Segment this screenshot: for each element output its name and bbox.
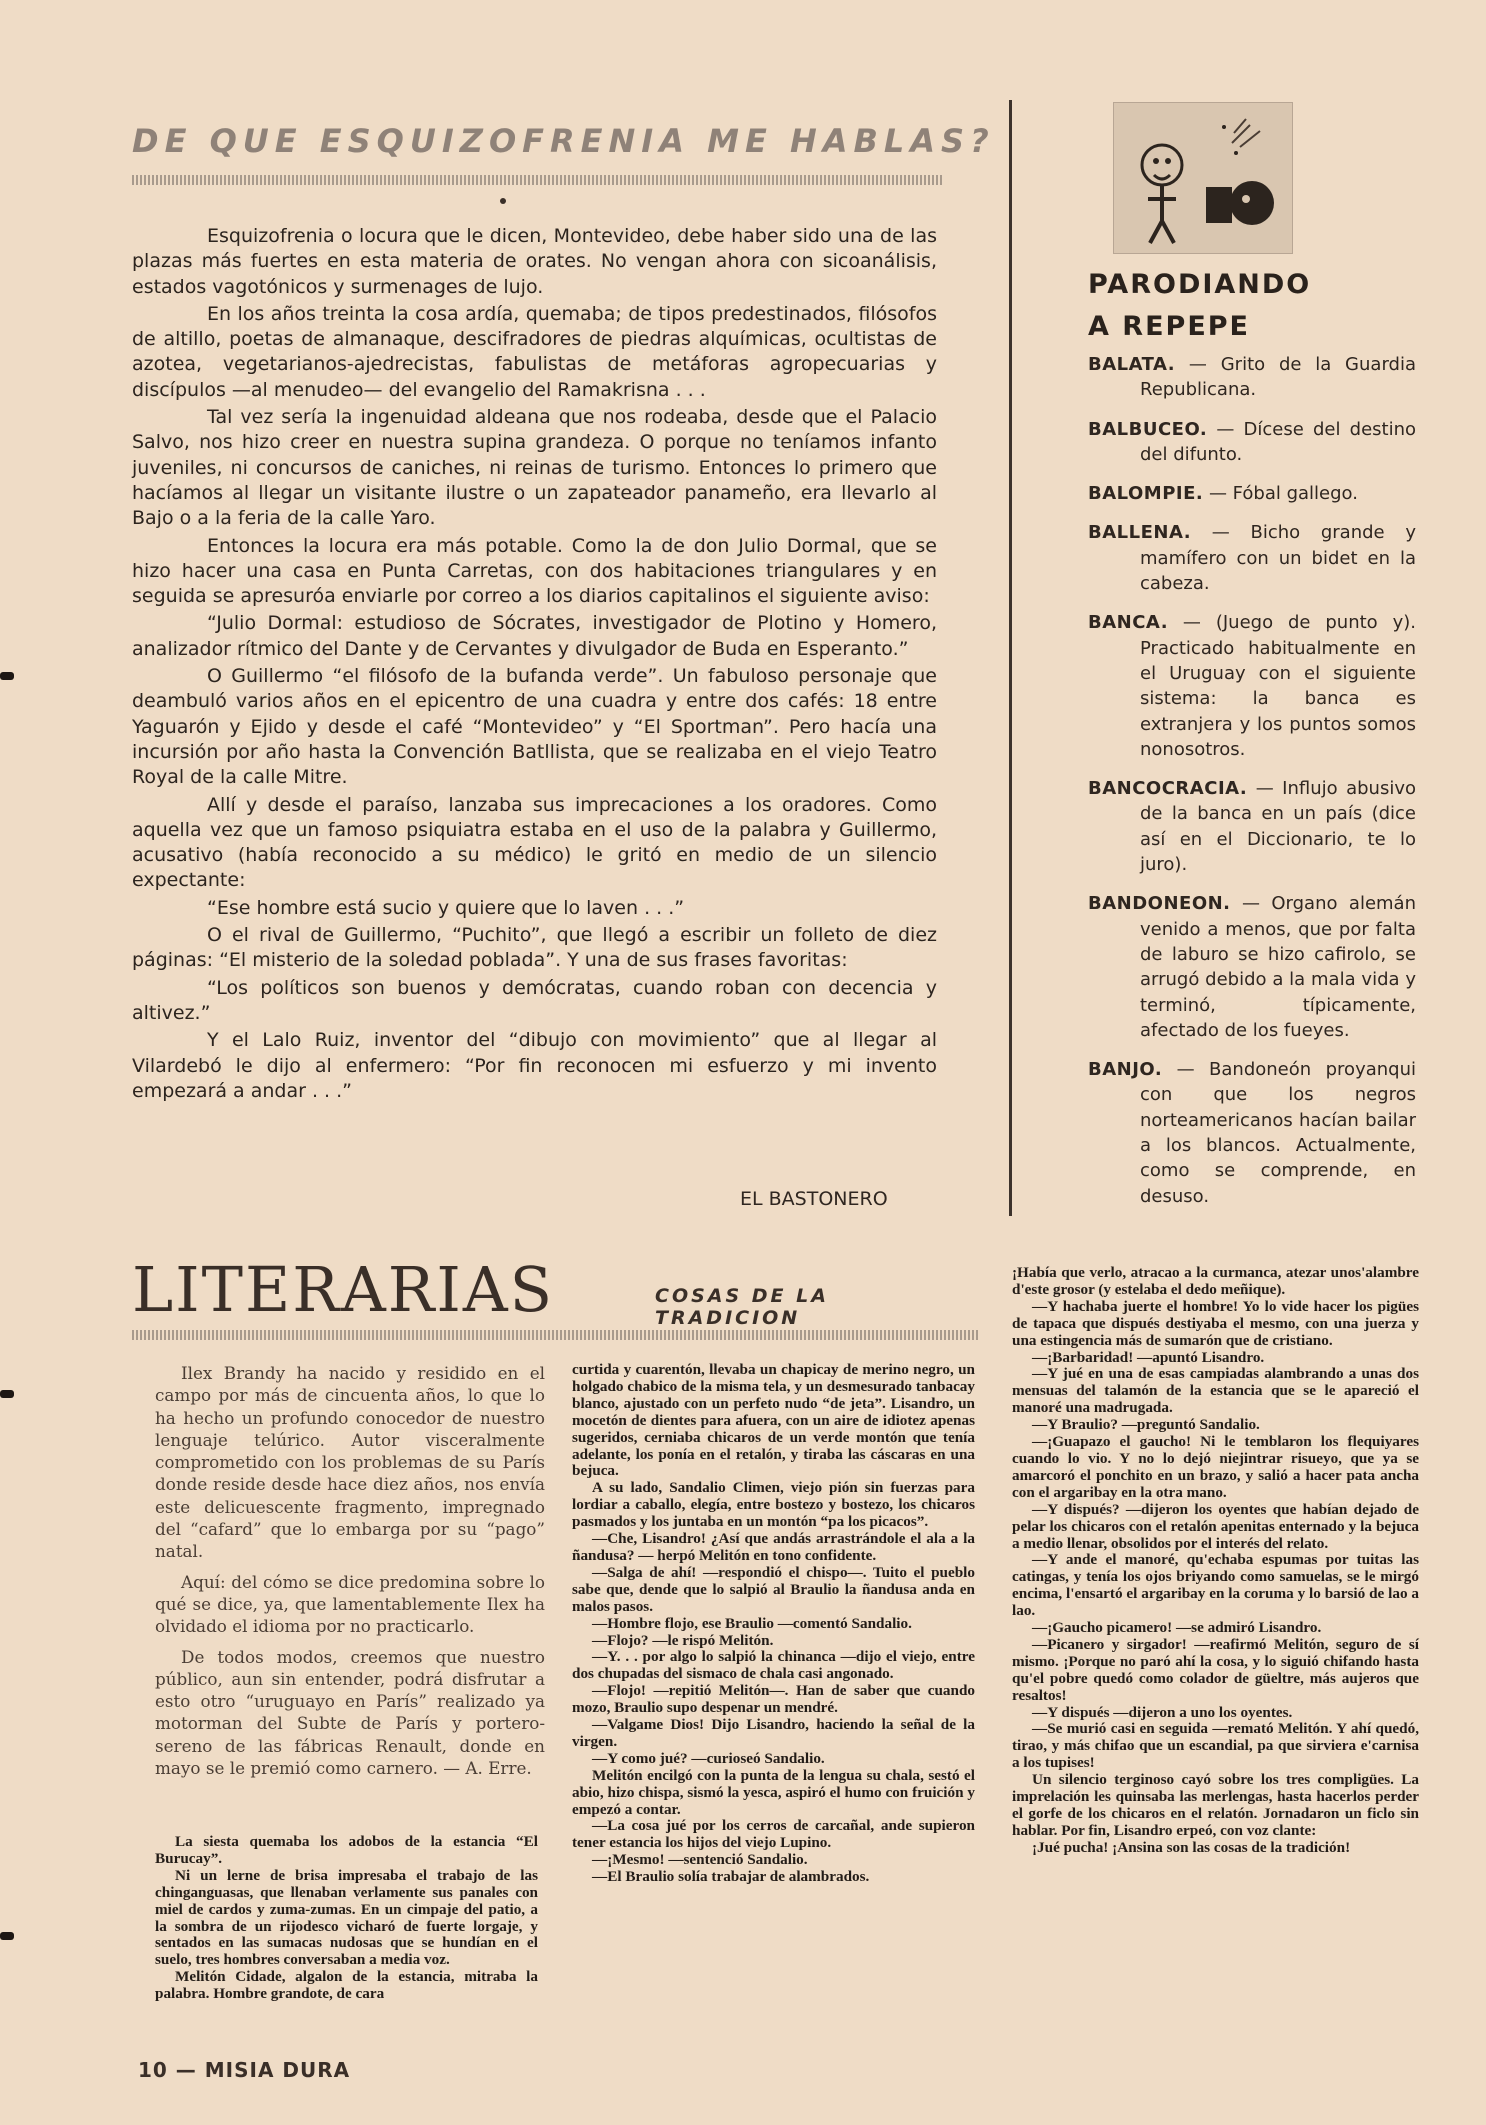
paragraph: La siesta quemaba los adobos de la estancia “El Burucay”.: [155, 1833, 538, 1867]
sidebar-title-line: A REPEPE: [1088, 311, 1250, 342]
paragraph: —¡Mesmo! —sentenció Sandalio.: [592, 1851, 808, 1869]
paragraph: Allí y desde el paraíso, lanzaba sus imprecaciones a los oradores. Como aquella vez que un famoso psiquiatra estaba en el uso de la palabra y Guillermo, acusativo (había reconocido a su médico) le gritó en medio de un silencio expectante:: [132, 793, 937, 892]
glossary-term: BALOMPIE.: [1088, 483, 1204, 505]
glossary-term: BALLENA.: [1088, 522, 1192, 544]
article-body: [132, 224, 937, 1184]
glossary-term: BANCA.: [1088, 612, 1169, 634]
paragraph: —Y jué en una de esas campiadas alambrando a unas dos mensuas del talamón de la estancia que se le apareció el manoré una madrugada.: [1012, 1365, 1419, 1417]
story-column-3: [1012, 1265, 1419, 2055]
glossary-definition: — Influjo abusivo de la banca en un país (dice así en el Diccionario, te lo juro).: [1140, 778, 1416, 876]
paragraph: De todos modos, creemos que nuestro público, aun sin entender, podrá disfrutar a esto otro “uruguayo en París” realizado ya motorman del Subte de París y portero-sereno de las fábricas Renault, donde en mayo se le premió como carnero. — A. Erre.: [155, 1646, 545, 1779]
paragraph: En los años treinta la cosa ardía, quemaba; de tipos predestinados, filósofos de altillo, poetas de almanaque, descifradores de piedras alquímicas, ocultistas de azotea, vegetarianos-ajedrecistas, fabulistas de metáforas agropecuarias y discípulos —al menudeo— del evangelio del Ramakrisna . . .: [132, 302, 937, 401]
paragraph: —Y dispués —dijeron a uno los oyentes.: [1032, 1703, 1293, 1721]
paragraph: —Picanero y sirgador! —reafirmó Melitón, seguro de sí mismo. ¡Porque no paró ahí la cosa, y lo siguió chifando hasta qu'el pobre quedó como colador de güeltre, más aujeros que resaltos!: [1012, 1635, 1419, 1704]
sidebar-title: [1088, 264, 1388, 348]
glossary-entry: [1088, 891, 1416, 1043]
quote-paragraph: “Ese hombre está sucio y quiere que lo laven . . .”: [207, 896, 685, 919]
paragraph: A su lado, Sandalio Climen, viejo pión sin fuerzas para lordiar a caballo, elegía, entre bostezo y bostezo, los chicaros pasmados y los juntaba en un montón “pa los picacos”.: [572, 1479, 975, 1531]
paragraph: —Y. . . por algo lo salpió la chinanca —dijo el viejo, entre dos chupadas del sismaco de chala casi angonado.: [572, 1648, 975, 1683]
paragraph: Ilex Brandy ha nacido y residido en el campo por más de cincuenta años, lo que lo ha hecho un profundo conocedor de nuestro lenguaje telúrico. Autor visceralmente comprometido con los problemas de su París donde reside desde hace diez años, nos envía este delicuescente fragmento, impregnado del “cafard” que lo embarga por su “pago” natal.: [155, 1363, 545, 1562]
glossary-entry: [1088, 481, 1416, 506]
paragraph: O Guillermo “el filósofo de la bufanda verde”. Un fabuloso personaje que deambuló varios años en el epicentro de una cuadra y entre dos cafés: 18 entre Yaguarón y Ejido y desde el café “Montevideo” y “El Sportman”. Pero hacía una incursión por año hasta la Convención Batllista, que se realizaba en el viejo Teatro Royal de la calle Mitre.: [132, 665, 937, 789]
author-signature: EL BASTONERO: [740, 1188, 888, 1210]
glossary-entry: [1088, 520, 1416, 596]
paragraph: Esquizofrenia o locura que le dicen, Montevideo, debe haber sido una de las plazas más fuertes en esta materia de orates. No vengan ahora con sicoanálisis, estados vagotónicos y surmenages de lujo.: [132, 225, 937, 298]
glossary-term: BANJO.: [1088, 1059, 1163, 1081]
paragraph: —Hombre flojo, ese Braulio —comentó Sandalio.: [592, 1614, 912, 1632]
paragraph: Tal vez sería la ingenuidad aldeana que nos rodeaba, desde que el Palacio Salvo, nos hizo creer en nuestra supina grandeza. O porque no teníamos infanto juveniles, ni concursos de caniches, ni reinas de turismo. Entonces lo primero que hacíamos al llegar un visitante ilustre o un zapateador panameño, era llevarlo al Bajo o a la feria de la calle Yaro.: [132, 406, 937, 530]
glossary-definition: — Dícese del destino del difunto.: [1140, 418, 1416, 465]
paragraph: —Y Braulio? —preguntó Sandalio.: [1032, 1416, 1260, 1434]
paragraph: ¡Jué pucha! ¡Ansina son las cosas de la tradición!: [1032, 1838, 1351, 1856]
article-title: DE QUE ESQUIZOFRENIA ME HABLAS?: [132, 122, 995, 160]
glossary-term: BANCOCRACIA.: [1088, 778, 1248, 800]
glossary-entry: [1088, 610, 1416, 762]
paragraph: —Salga de ahí! —respondió el chispo—. Tuito el pueblo sabe que, dende que lo salpió al Braulio la ñandusa anda en malos pasos.: [572, 1563, 975, 1615]
quote-paragraph: “Los políticos son buenos y demócratas, cuando roban con decencia y altivez.”: [132, 976, 937, 1024]
glossary-definition: — (Juego de punto y). Practicado habitualmente en el Uruguay con el siguiente sistema: la banca es extranjera y los puntos somos nonosotros.: [1140, 612, 1416, 760]
glossary-definition: — Organo alemán venido a menos, que por falta de laburo se hizo cafirolo, se arrugó debido a la mala vida y terminó, típicamente, afectado de los fueyes.: [1140, 893, 1416, 1041]
section-subtitle: COSAS DE LA TRADICION: [655, 1285, 829, 1329]
glossary-definition: — Grito de la Guardia Republicana.: [1140, 354, 1416, 401]
paragraph: —¡Gaucho picamero! —se admiró Lisandro.: [1032, 1619, 1322, 1637]
paragraph: curtida y cuarentón, llevaba un chapicay de merino negro, un holgado chabico de la misma tela, y un desmesurado tanbacay blanco, ajustado con un perfeto nudo “de jeta”. Lisandro, un mocetón de dientes para afuera, con un aire de idiotez apenas sugeridos, cerniaba chicaros de un verde montón que tenía adelante, los ponía en el retalón, y tiraba las cáscaras en una bejuca.: [572, 1361, 975, 1480]
glossary-term: BALATA.: [1088, 354, 1176, 375]
paragraph: Ni un lerne de brisa impresaba el trabajo de las chinganguasas, que llenaban verlamente sus panales con miel de cardos y zuma-zumas. En un cimpaje del patio, a la sombra de un rijodesco vicharó de fuerte lorgaje, y sentados en las sumacas nudosas que se hundían en el suelo, tres hombres conversaban a media voz.: [155, 1866, 538, 1969]
glossary-definition: — Bicho grande y mamífero con un bidet en la cabeza.: [1140, 522, 1416, 595]
paragraph: —Che, Lisandro! ¿Así que andás arrastrándole el ala a la ñandusa? — herpó Melitón en tono confidente.: [572, 1530, 975, 1564]
glossary-entry: [1088, 352, 1416, 403]
glossary-entry: [1088, 776, 1416, 877]
paragraph: —Y ande el manoré, qu'echaba espumas por tuitas las catingas, y tenía los ojos briyando como samuelas, se le mirgó encima, l'ensartó el argaribay en la coruma y lo barsió de lao a lao.: [1012, 1551, 1419, 1620]
paragraph: Melitón Cidade, algalon de la estancia, mitraba la palabra. Hombre grandote, de cara: [155, 1968, 538, 2003]
paragraph: —El Braulio solía trabajar de alambrados.: [592, 1868, 870, 1886]
paragraph: Aquí: del cómo se dice predomina sobre lo qué se dice, ya, que lamentablemente Ilex ha olvidado el idioma por no practicarlo.: [155, 1571, 545, 1637]
margin-mark: [0, 672, 14, 680]
sidebar-title-line: PARODIANDO: [1088, 269, 1312, 300]
paragraph: Melitón encilgó con la punta de la lengua su chala, sestó el abio, hizo chispa, sismó la yesca, aspiró el humo con fruición y empezó a contar.: [572, 1766, 975, 1818]
ornament-dot: [500, 198, 506, 204]
title-rule: [132, 175, 942, 185]
story-column-2: [572, 1362, 975, 2052]
paragraph: —¡Guapazo el gaucho! Ni le temblaron los flequiyares cuando lo vio. Y no lo dejó niejintrar risueyo, que ya se amarcoró el ponchito en un brazo, y salió a hacer pata ancha con el argaribay en la otra mano.: [1012, 1433, 1419, 1501]
margin-mark: [0, 1932, 14, 1940]
glossary-definition: — Fóbal gallego.: [1203, 483, 1358, 505]
cartoon-drawing: [1114, 103, 1292, 253]
paragraph: —Y dispués? —dijeron los oyentes que habían dejado de pelar los chicaros con el retalón apenitas enternado y la bejuca a medio llenar, obsolidos por el interés del relato.: [1012, 1500, 1419, 1552]
paragraph: —Y hachaba juerte el hombre! Yo lo vide hacer los pigües de tapaca que dispués destiyaba el mesmo, con una juerza y una estingencia más de sumarón que de cristiano.: [1012, 1297, 1419, 1349]
paragraph: Entonces la locura era más potable. Como la de don Julio Dormal, que se hizo hacer una casa en Punta Carretas, con dos habitaciones triangulares y en seguida se apresuróa enviarle por correo a los diarios capitalinos el siguiente aviso:: [132, 534, 937, 608]
column-divider: [1009, 100, 1012, 1216]
paragraph: —Flojo! —repitió Melitón—. Han de saber que cuando mozo, Braulio supo despenar un mendré.: [572, 1682, 975, 1717]
intro-text: [155, 1362, 545, 1822]
glossary-definition: — Bandoneón proyanqui con que los negros norteamericanos hacían bailar a los blancos. Actualmente, como se comprende, en desuso.: [1140, 1059, 1416, 1207]
glossary-entry: [1088, 1057, 1416, 1209]
page-footer: 10 — MISIA DURA: [138, 2058, 351, 2082]
paragraph: —Flojo? —le rispó Melitón.: [592, 1631, 774, 1649]
cartoon-illustration: [1113, 102, 1293, 254]
paragraph: —La cosa jué por los cerros de carcañal, ande supieron tener estancia los hijos del viejo Lupino.: [572, 1817, 975, 1852]
section-rule: [132, 1330, 980, 1340]
paragraph: —Valgame Dios! Dijo Lisandro, haciendo la señal de la virgen.: [572, 1716, 975, 1750]
margin-mark: [0, 1390, 14, 1398]
paragraph: —Se murió casi en seguida —remató Melitón. Y ahí quedó, tirao, y más chifao que un escandial, pa que sirviera e'carnisa a los tupises!: [1012, 1720, 1419, 1772]
paragraph: Un silencio terginoso cayó sobre los tres compligües. La imprelación les quinsaba las merlengas, hasta hacerlos perder el gorfe de los chicaros en el relatón. Jornadaron un ficlo sin hablar. Por fin, Lisandro erpeó, con voz clante:: [1012, 1771, 1419, 1839]
story-column-1: [155, 1834, 538, 2064]
section-title: LITERARIAS: [132, 1253, 555, 1326]
glossary-list: [1088, 352, 1416, 1222]
glossary-term: BANDONEON.: [1088, 893, 1231, 915]
paragraph: ¡Había que verlo, atracao a la curmanca, atezar unos'alambre d'este grosor (y estelaba el dedo meñique).: [1012, 1264, 1419, 1298]
glossary-term: BALBUCEO.: [1088, 418, 1208, 440]
quote-paragraph: “Julio Dormal: estudioso de Sócrates, investigador de Plotino y Homero, analizador rítmico del Dante y de Cervantes y divulgador de Buda en Esperanto.”: [132, 612, 937, 660]
paragraph: O el rival de Guillermo, “Puchito”, que llegó a escribir un folleto de diez páginas: “El misterio de la soledad poblada”. Y una de sus frases favoritas:: [132, 924, 937, 972]
paragraph: —Y como jué? —curioseó Sandalio.: [592, 1749, 825, 1767]
paragraph: —¡Barbaridad! —apuntó Lisandro.: [1032, 1348, 1265, 1366]
paragraph: Y el Lalo Ruiz, inventor del “dibujo con movimiento” que al llegar al Vilardebó le dijo al enfermero: “Por fin reconocen mi esfuerzo y mi invento empezará a andar . . .”: [132, 1029, 937, 1102]
glossary-entry: [1088, 417, 1416, 468]
